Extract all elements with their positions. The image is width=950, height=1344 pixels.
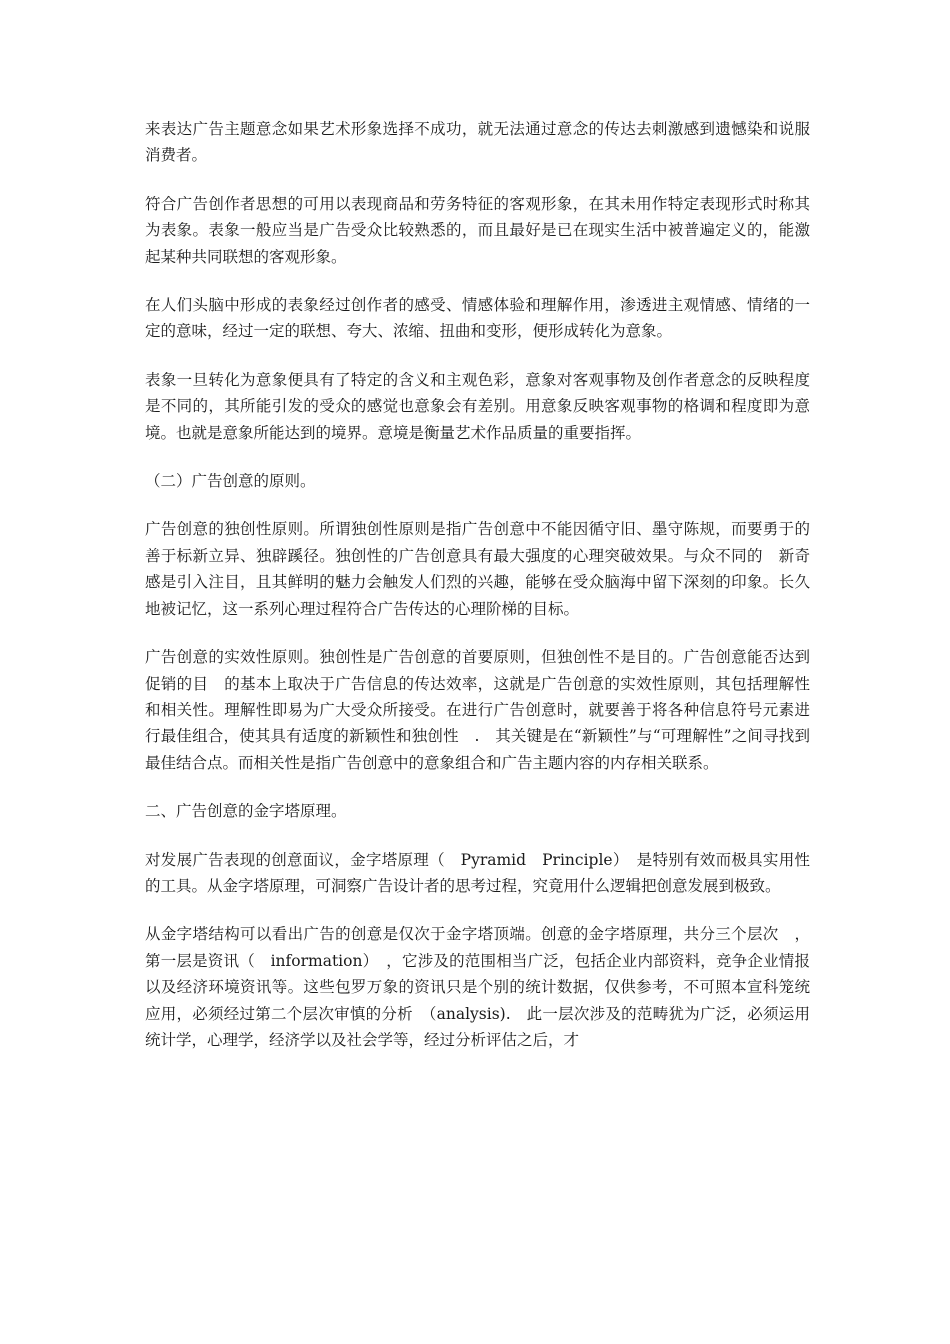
paragraph: 广告创意的实效性原则。独创性是广告创意的首要原则，但独创性不是目的。广告创意能否达到促销的目 的基本上取决于广告信息的传达效率，这就是广告创意的实效性原则，其包括理解性和相关性。理解性即易为广大受众所接受。在进行广告创意时，就要善于将各种信息符号元素进行最佳组合，使其具有适度的新颖性和独创性 . 其关键是在“新颖性”与“可理解性”之间寻找到最佳结合点。而相关性是指广告创意中的意象组合和广告主题内容的内存相关联系。 [145,648,810,772]
document-body [145,116,810,1075]
paragraph: 在人们头脑中形成的表象经过创作者的感受、情感体验和理解作用，渗透进主观情感、情绪的一定的意味，经过一定的联想、夸大、浓缩、扭曲和变形，便形成转化为意象。 [145,296,810,341]
paragraph: 广告创意的独创性原则。所谓独创性原则是指广告创意中不能因循守旧、墨守陈规，而要勇于的善于标新立异、独辟蹊径。独创性的广告创意具有最大强度的心理突破效果。与众不同的 新奇感是引入注目，且其鲜明的魅力会触发人们烈的兴趣，能够在受众脑海中留下深刻的印象。长久地被记忆，这一系列心理过程符合广告传达的心理阶梯的目标。 [145,520,810,618]
paragraph: 对发展广告表现的创意面议，金字塔原理（ Pyramid Principle） 是特别有效而极具实用性的工具。从金字塔原理，可洞察广告设计者的思考过程，究竟用什么逻辑把创意发展到极致。 [145,850,810,895]
paragraph: 符合广告创作者思想的可用以表现商品和劳务特征的客观形象，在其未用作特定表现形式时称其为表象。表象一般应当是广告受众比较熟悉的，而且最好是已在现实生活中被普遍定义的，能激起某种共同联想的客观形象。 [145,194,810,266]
paragraph: 从金字塔结构可以看出广告的创意是仅次于金字塔顶端。创意的金字塔原理，共分三个层次 ，第一层是资讯（ information） ，它涉及的范围相当广泛，包括企业内部资料，竞争企业情报以及经济环境资讯等。这些包罗万象的资讯只是个别的统计数据，仅供参考，不可照本宣科笼统应用，必须经过第二个层次审慎的分析 （analysis). 此一层次涉及的范畴犹为广泛，必须运用统计学，心理学，经济学以及社会学等，经过分析评估之后，才 [145,925,810,1049]
paragraph: 来表达广告主题意念如果艺术形象选择不成功，就无法通过意念的传达去刺激感到遗憾染和说服消费者。 [145,120,810,165]
section-heading: 二、广告创意的金字塔原理。 [145,802,347,821]
section-heading: （二）广告创意的原则。 [145,472,316,491]
paragraph: 表象一旦转化为意象便具有了特定的含义和主观色彩，意象对客观事物及创作者意念的反映程度是不同的，其所能引发的受众的感觉也意象会有差别。用意象反映客观事物的格调和程度即为意境。也就是意象所能达到的境界。意境是衡量艺术作品质量的重要指挥。 [145,370,810,442]
